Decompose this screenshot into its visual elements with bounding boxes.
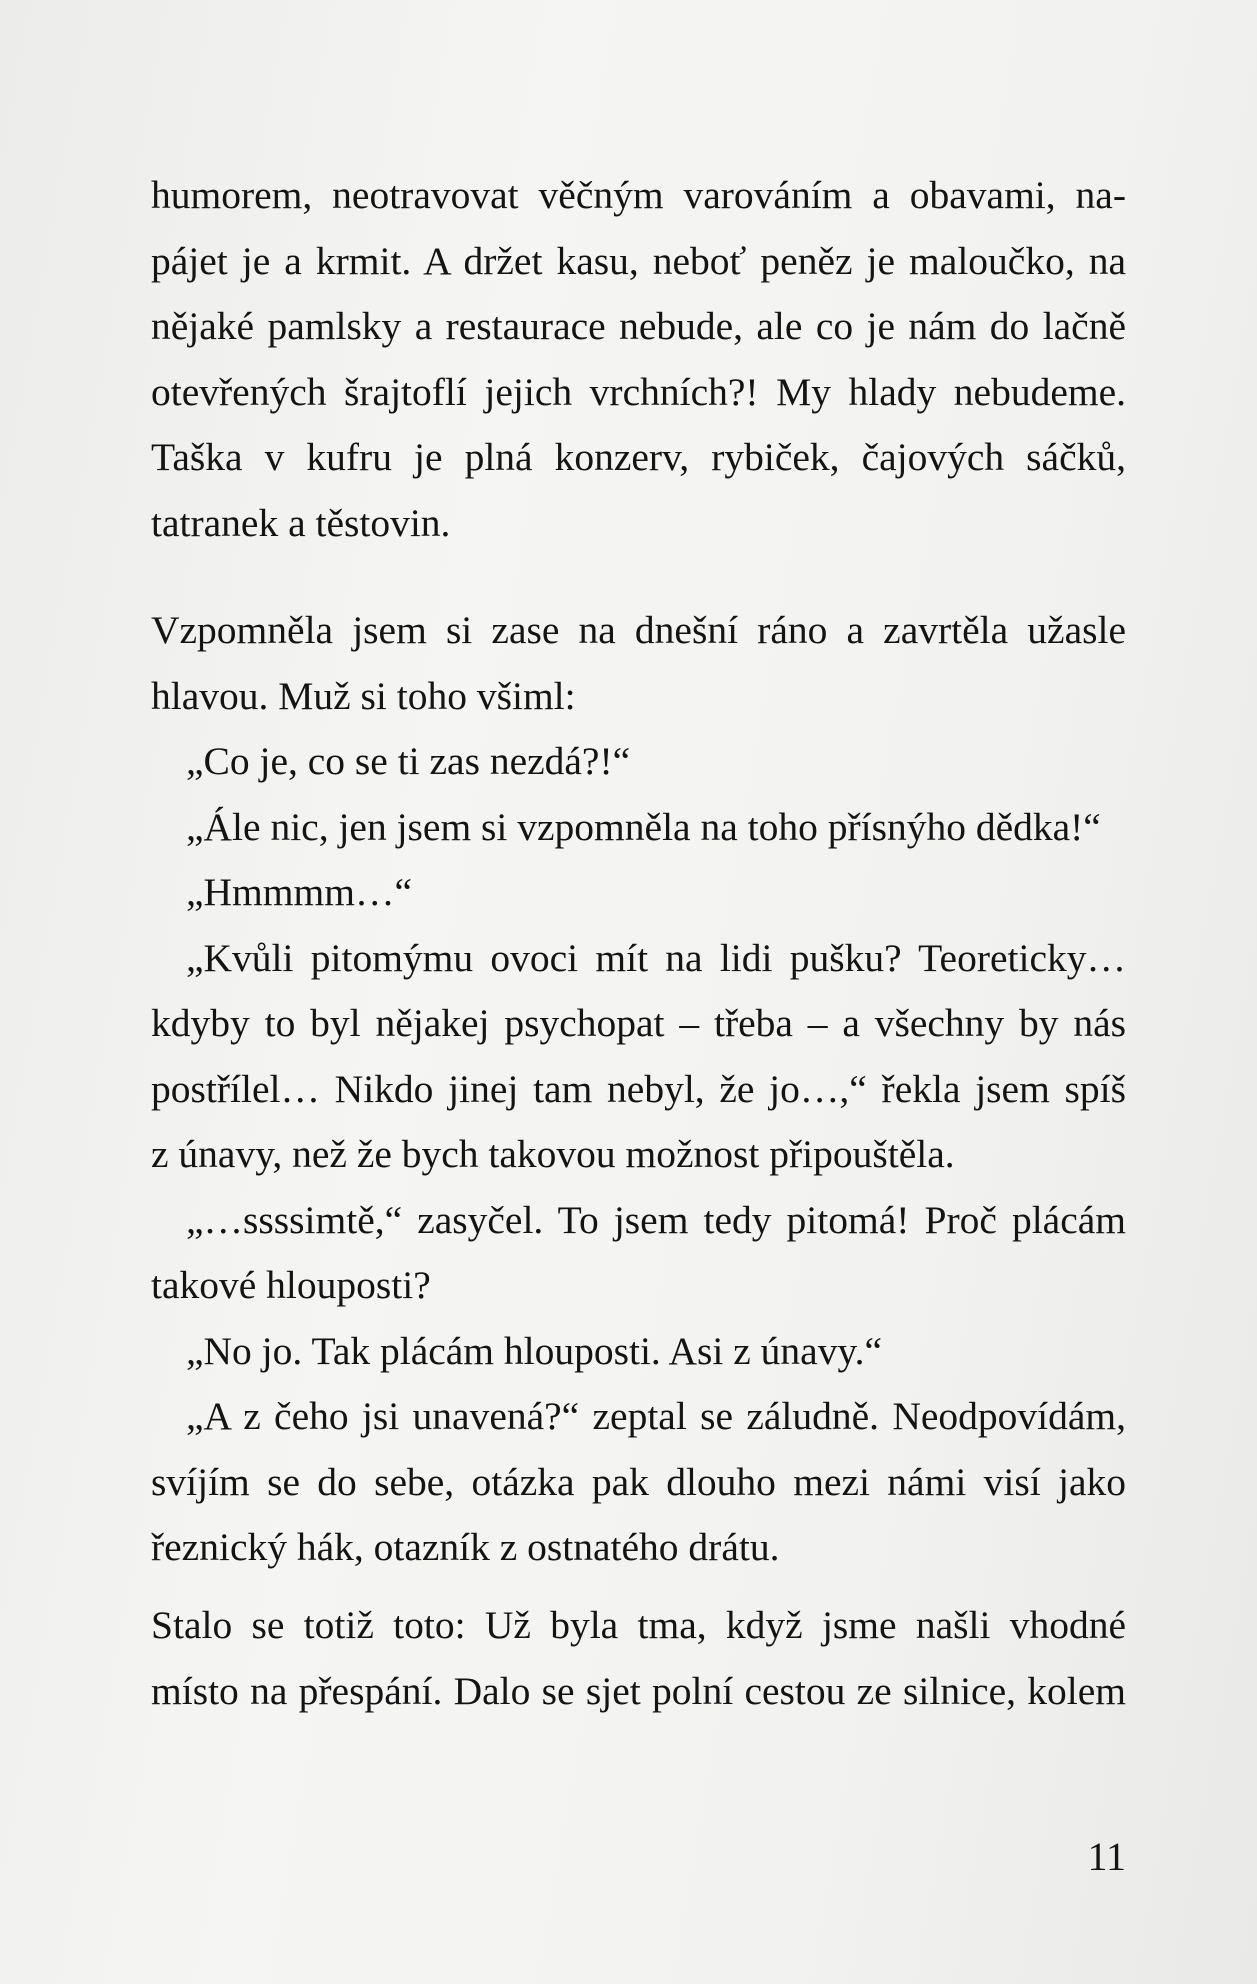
text-line: svíjím se do sebe, otázka pak dlouho mezi námi visí jako bbox=[151, 1459, 1126, 1504]
text-line: „…ssssimtě,“ zasyčel. To jsem tedy pitomá! Proč plácám bbox=[186, 1197, 1126, 1242]
text-line: „Kvůli pitomýmu ovoci mít na lidi pušku? Teoreticky… bbox=[186, 935, 1126, 980]
paragraph-3 bbox=[151, 1593, 1126, 1724]
text-line: „No jo. Tak plácám hlouposti. Asi z únavy.“ bbox=[186, 1328, 883, 1373]
text-line: hlavou. Muž si toho všiml: bbox=[151, 673, 576, 718]
paragraph-2 bbox=[151, 598, 1126, 1581]
text-line: postřílel… Nikdo jinej tam nebyl, že jo…,“ řekla jsem spíš bbox=[151, 1066, 1126, 1111]
text-line: „Hmmmm…“ bbox=[186, 870, 412, 914]
text-line: „Ále nic, jen jsem si vzpomněla na toho přísnýho dědka!“ bbox=[186, 804, 1101, 849]
text-line: humorem, neotravovat věčným varováním a obavami, na- bbox=[151, 173, 1126, 217]
text-line: Stalo se totiž toto: Už byla tma, když jsme našli vhodné bbox=[151, 1603, 1126, 1647]
text-line: místo na přespání. Dalo se sjet polní cestou ze silnice, kolem bbox=[151, 1668, 1126, 1713]
text-line: nějaké pamlsky a restaurace nebude, ale co je nám do lačně bbox=[151, 304, 1126, 348]
text-line: otevřených šrajtoflí jejich vrchních?! My hlady nebudeme. bbox=[151, 369, 1126, 414]
text-line: tatranek a těstovin. bbox=[151, 500, 451, 545]
text-line: Taška v kufru je plná konzerv, rybiček, čajových sáčků, bbox=[151, 435, 1126, 479]
text-line: „Co je, co se ti zas nezdá?!“ bbox=[186, 739, 631, 783]
text-line: takové hlouposti? bbox=[151, 1263, 431, 1307]
text-line: kdyby to byl nějakej psychopat – třeba – a všechny by nás bbox=[151, 1001, 1126, 1045]
page-number: 11 bbox=[1087, 1834, 1126, 1879]
paragraph-1 bbox=[151, 163, 1126, 556]
text-line: řeznický hák, otazník z ostnatého drátu. bbox=[151, 1525, 780, 1569]
text-line: z únavy, než že bych takovou možnost připouštěla. bbox=[151, 1132, 955, 1176]
text-line: „A z čeho jsi unavená?“ zeptal se záludně. Neodpovídám, bbox=[186, 1394, 1126, 1438]
text-line: pájet je a krmit. A držet kasu, neboť peněz je maloučko, na bbox=[151, 238, 1126, 283]
text-line: Vzpomněla jsem si zase na dnešní ráno a zavrtěla užasle bbox=[151, 608, 1126, 652]
